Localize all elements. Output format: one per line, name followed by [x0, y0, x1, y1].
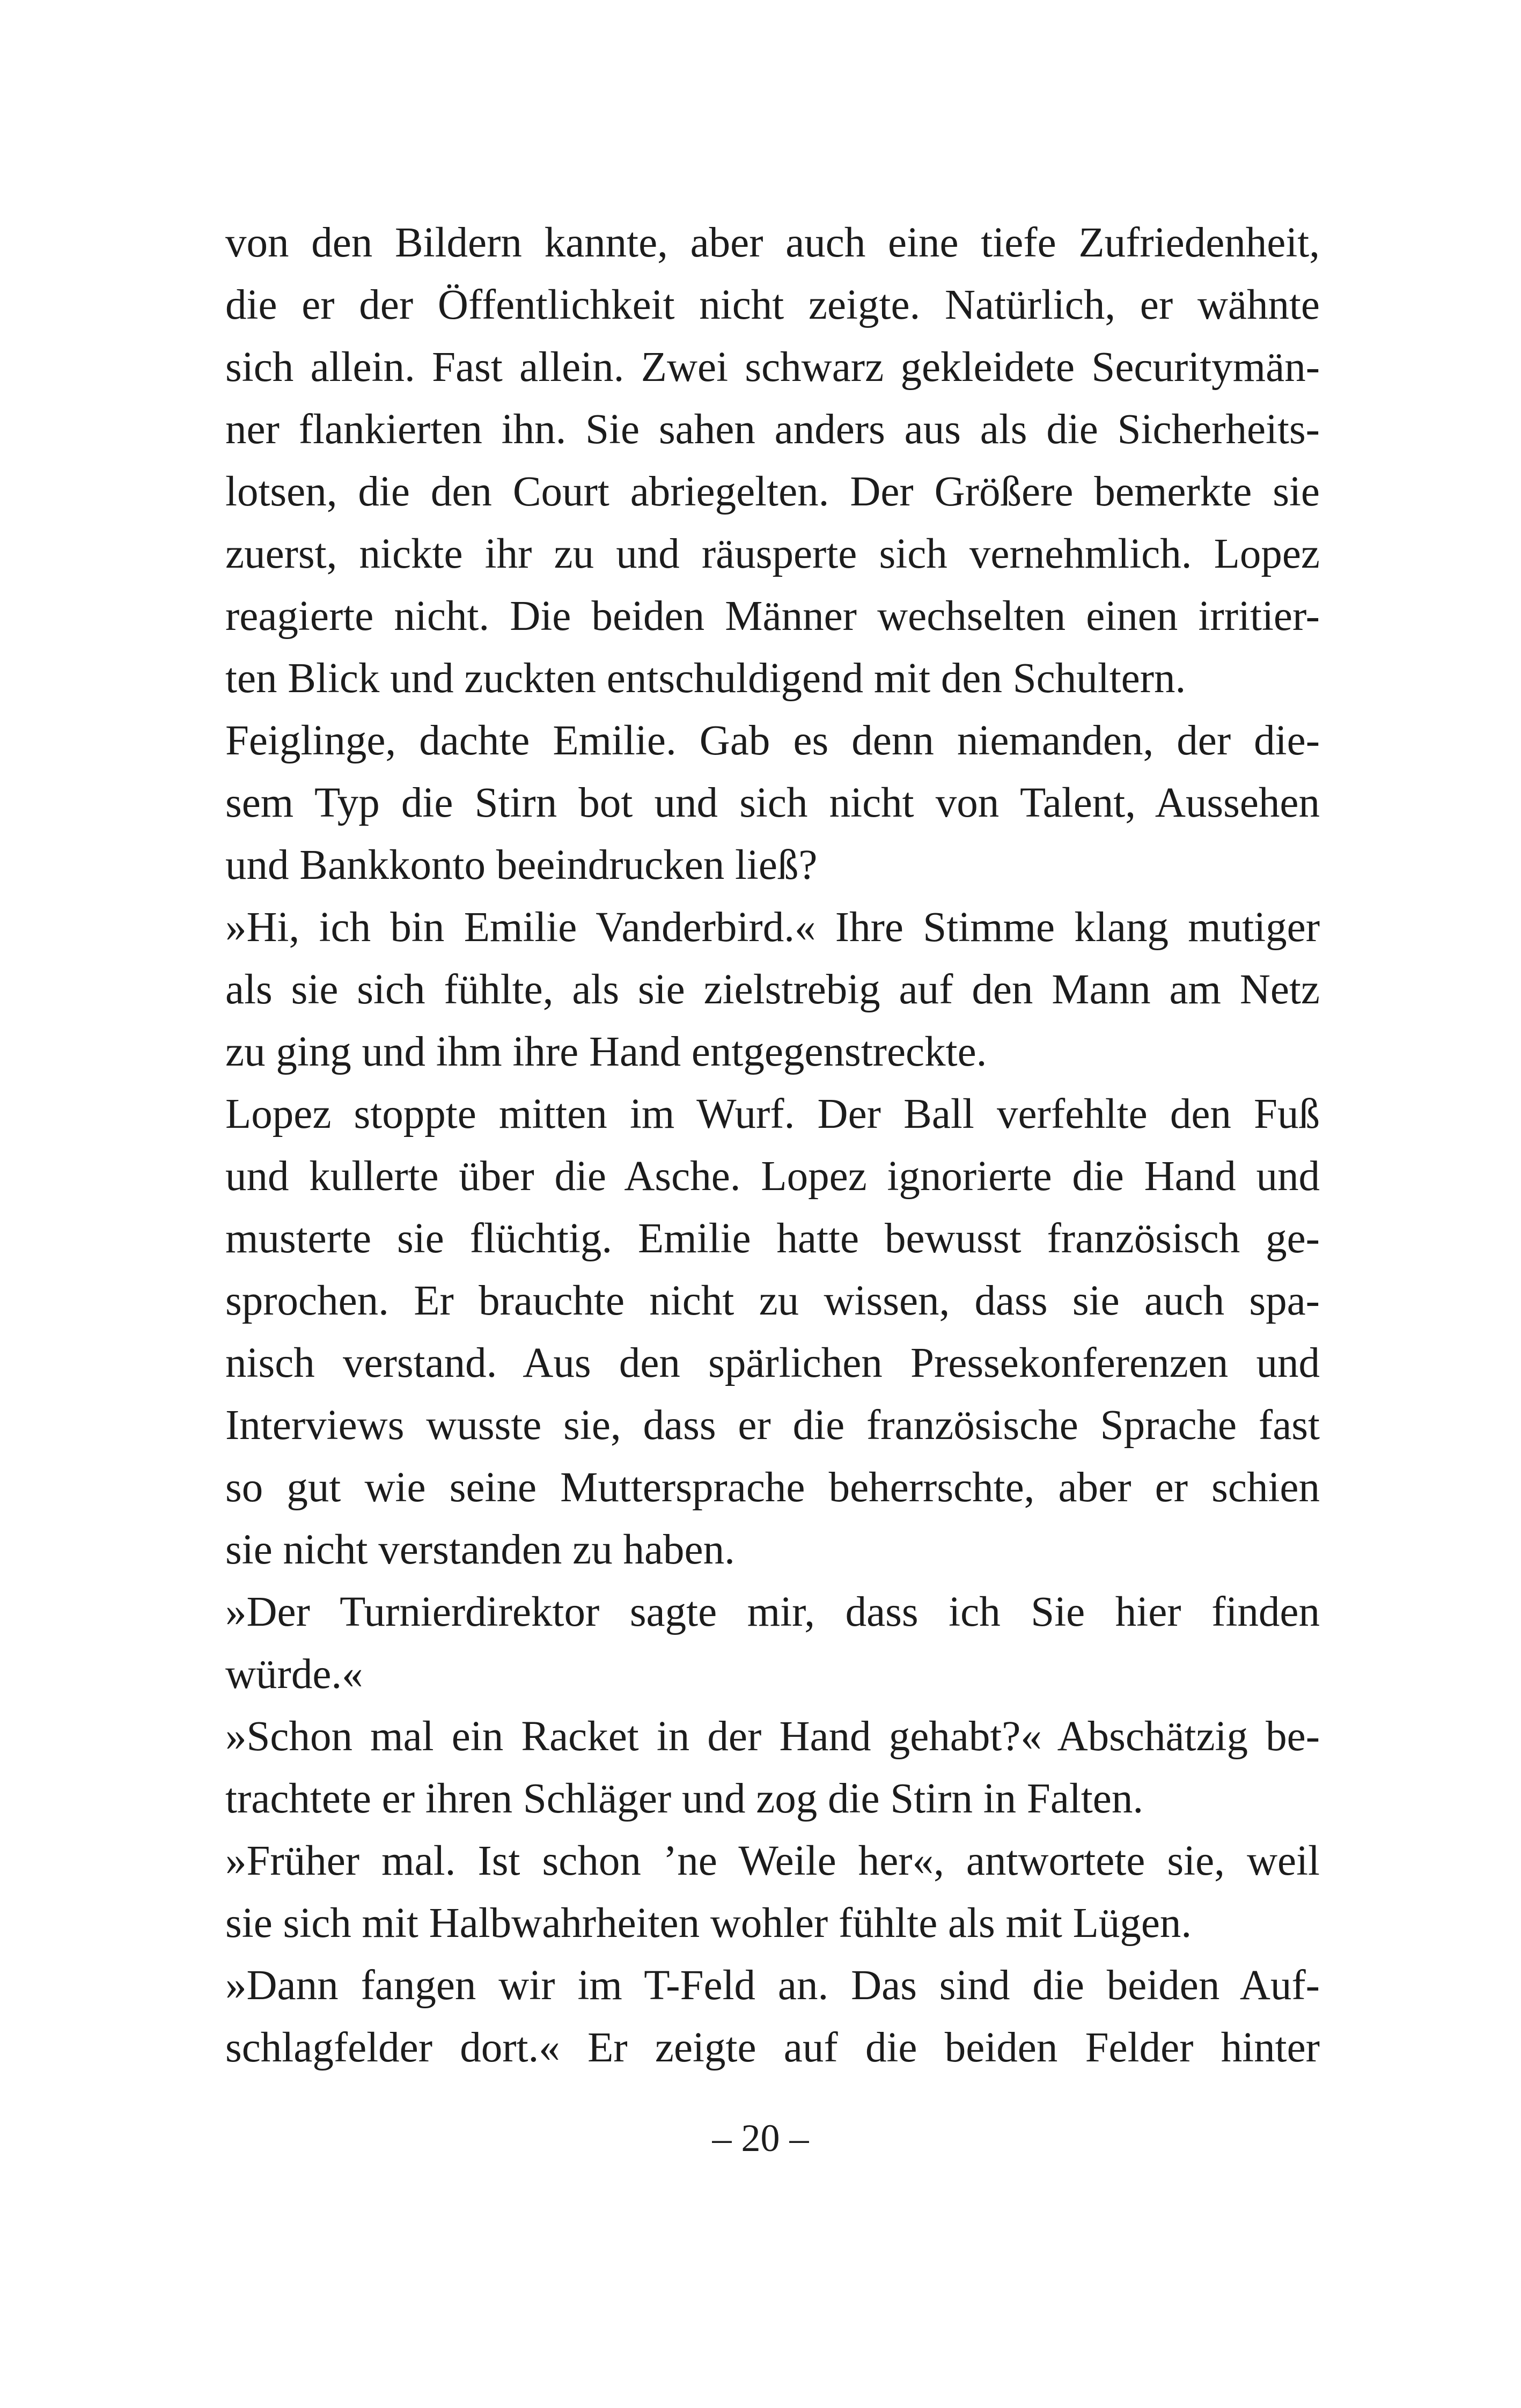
text-line: sem Typ die Stirn bot und sich nicht von Talent, Aussehen	[225, 780, 1320, 826]
text-line: »Schon mal ein Racket in der Hand gehabt?« Abschätzig be-	[225, 1713, 1320, 1760]
text-line: sich allein. Fast allein. Zwei schwarz gekleidete Securitymän-	[225, 344, 1320, 391]
text-line: von den Bildern kannte, aber auch eine tiefe Zufriedenheit,	[225, 219, 1320, 266]
text-line: musterte sie flüchtig. Emilie hatte bewusst französisch ge-	[225, 1215, 1320, 1262]
text-line: ten Blick und zuckten entschuldigend mit den Schultern.	[225, 655, 1186, 702]
text-line: zuerst, nickte ihr zu und räusperte sich vernehmlich. Lopez	[225, 531, 1320, 577]
text-line: »Hi, ich bin Emilie Vanderbird.« Ihre Stimme klang mutiger	[225, 904, 1320, 951]
page-number: – 20 –	[712, 2117, 809, 2160]
text-line: nisch verstand. Aus den spärlichen Pressekonferenzen und	[225, 1340, 1320, 1386]
text-line: die er der Öffentlichkeit nicht zeigte. Natürlich, er wähnte	[225, 282, 1320, 328]
text-line: so gut wie seine Muttersprache beherrschte, aber er schien	[225, 1464, 1320, 1511]
text-line: »Früher mal. Ist schon ’ne Weile her«, antwortete sie, weil	[225, 1838, 1320, 1884]
text-line: und Bankkonto beeindrucken ließ?	[225, 842, 818, 889]
text-line: ner flankierten ihn. Sie sahen anders aus als die Sicherheits-	[225, 406, 1320, 453]
text-line: »Dann fangen wir im T-Feld an. Das sind die beiden Auf-	[225, 1962, 1320, 2009]
text-line: sprochen. Er brauchte nicht zu wissen, dass sie auch spa-	[225, 1278, 1320, 1324]
text-line: und kullerte über die Asche. Lopez ignorierte die Hand und	[225, 1153, 1320, 1200]
text-line: sie sich mit Halbwahrheiten wohler fühlte als mit Lügen.	[225, 1900, 1192, 1947]
text-line: zu ging und ihm ihre Hand entgegenstreckte.	[225, 1029, 987, 1075]
text-line: Lopez stoppte mitten im Wurf. Der Ball verfehlte den Fuß	[225, 1091, 1320, 1137]
text-line: Feiglinge, dachte Emilie. Gab es denn niemanden, der die-	[225, 717, 1320, 764]
text-line: schlagfelder dort.« Er zeigte auf die beiden Felder hinter	[225, 2024, 1320, 2071]
text-line: sie nicht verstanden zu haben.	[225, 1526, 735, 1573]
text-line: würde.«	[225, 1651, 363, 1698]
text-line: reagierte nicht. Die beiden Männer wechselten einen irritier-	[225, 593, 1320, 640]
text-line: »Der Turnierdirektor sagte mir, dass ich Sie hier finden	[225, 1589, 1320, 1635]
text-line: Interviews wusste sie, dass er die französische Sprache fast	[225, 1402, 1320, 1449]
text-line: trachtete er ihren Schläger und zog die Stirn in Falten.	[225, 1775, 1144, 1822]
text-line: als sie sich fühlte, als sie zielstrebig auf den Mann am Netz	[225, 966, 1320, 1013]
text-line: lotsen, die den Court abriegelten. Der Größere bemerkte sie	[225, 468, 1320, 515]
